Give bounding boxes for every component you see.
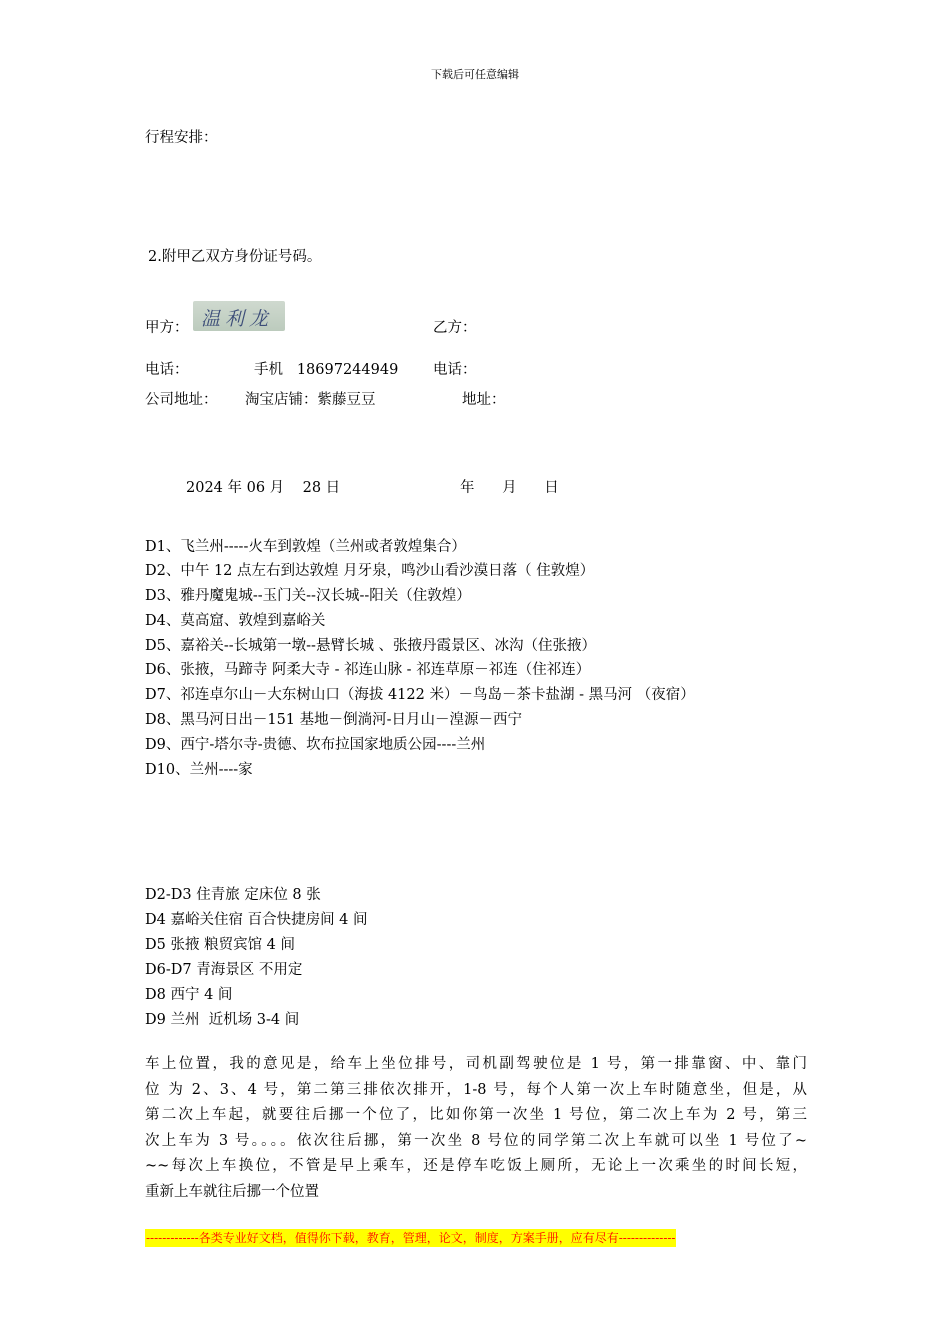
- day-item: D10、兰州----家: [145, 762, 253, 778]
- header-note: 下载后可任意编辑: [431, 68, 519, 81]
- day-item: D4、莫高窟、敦煌到嘉峪关: [145, 613, 326, 629]
- day-item: D3、雅丹魔鬼城--玉门关--汉长城--阳关（住敦煌）: [145, 588, 471, 604]
- day-item: D9、西宁-塔尔寺-贵德、坎布拉国家地质公园----兰州: [145, 737, 486, 753]
- phone-a-value: 手机 18697244949: [254, 362, 399, 378]
- date-b: 年 月 日: [460, 480, 559, 496]
- date-a: 2024 年 06 月 28 日: [186, 480, 341, 496]
- seating-line: 重新上车就往后挪一个位置: [145, 1183, 319, 1200]
- phone-b-label: 电话：: [433, 362, 477, 378]
- footer-banner: -------------各类专业好文档，值得你下载，教育，管理，论文，制度，方案手册，应有尽有--------------: [146, 1231, 676, 1245]
- day-item: D6、张掖，马蹄寺 阿柔大寺 - 祁连山脉 - 祁连草原－祁连（住祁连）: [145, 662, 591, 678]
- seating-paragraph: [145, 1052, 807, 1205]
- company-label: 公司地址：: [145, 392, 218, 408]
- seating-line: 第二次上车起，就要往后挪一个位了，比如你第一次坐 1 号位，第二次上车为 2 号，第三: [145, 1107, 807, 1123]
- itinerary-title: 行程安排：: [145, 130, 218, 146]
- party-b-label: 乙方：: [433, 320, 477, 336]
- attachment-note: 2.附甲乙双方身份证号码。: [148, 249, 322, 265]
- company-value: 淘宝店铺：紫藤豆豆: [245, 392, 376, 408]
- day-item: D8、黑马河日出－151 基地－倒淌河-日月山－湟源－西宁: [145, 712, 523, 728]
- day-item: D1、飞兰州-----火车到敦煌（兰州或者敦煌集合）: [145, 539, 466, 555]
- seating-line: 位 为 2、3、4 号，第二第三排依次排开，1-8 号，每个人第一次上车时随意坐，但是，从: [145, 1081, 807, 1098]
- seating-line: 车上位置，我的意见是，给车上坐位排号，司机副驾驶位是 1 号，第一排靠窗、中、靠门: [145, 1056, 807, 1072]
- lodging-item: D6-D7 青海景区 不用定: [145, 962, 303, 978]
- day-item: D7、祁连卓尔山－大东树山口（海拔 4122 米）－鸟岛－茶卡盐湖 - 黑马河 （夜宿）: [145, 687, 695, 703]
- signature-stamp: [193, 301, 285, 331]
- signature-text: 温利龙: [201, 308, 274, 330]
- seating-line: 次上车为 3 号。。。。依次往后挪，第一次坐 8 号位的同学第二次上车就可以坐 1 号位了~: [145, 1132, 807, 1149]
- day-item: D2、中午 12 点左右到达敦煌 月牙泉，鸣沙山看沙漠日落（ 住敦煌）: [145, 563, 595, 579]
- seating-line: ~~每次上车换位，不管是早上乘车，还是停车吃饭上厕所，无论上一次乘坐的时间长短，: [145, 1158, 807, 1174]
- address-b-label: 地址：: [462, 392, 506, 408]
- lodging-item: D4 嘉峪关住宿 百合快捷房间 4 间: [145, 912, 368, 928]
- party-a-label: 甲方：: [145, 320, 189, 336]
- lodging-item: D9 兰州 近机场 3-4 间: [145, 1012, 300, 1028]
- lodging-item: D8 西宁 4 间: [145, 987, 233, 1003]
- day-item: D5、嘉裕关--长城第一墩--悬臂长城 、张掖丹霞景区、冰沟（住张掖）: [145, 638, 597, 654]
- lodging-item: D2-D3 住青旅 定床位 8 张: [145, 887, 321, 903]
- phone-a-label: 电话：: [145, 362, 189, 378]
- lodging-item: D5 张掖 粮贸宾馆 4 间: [145, 937, 296, 953]
